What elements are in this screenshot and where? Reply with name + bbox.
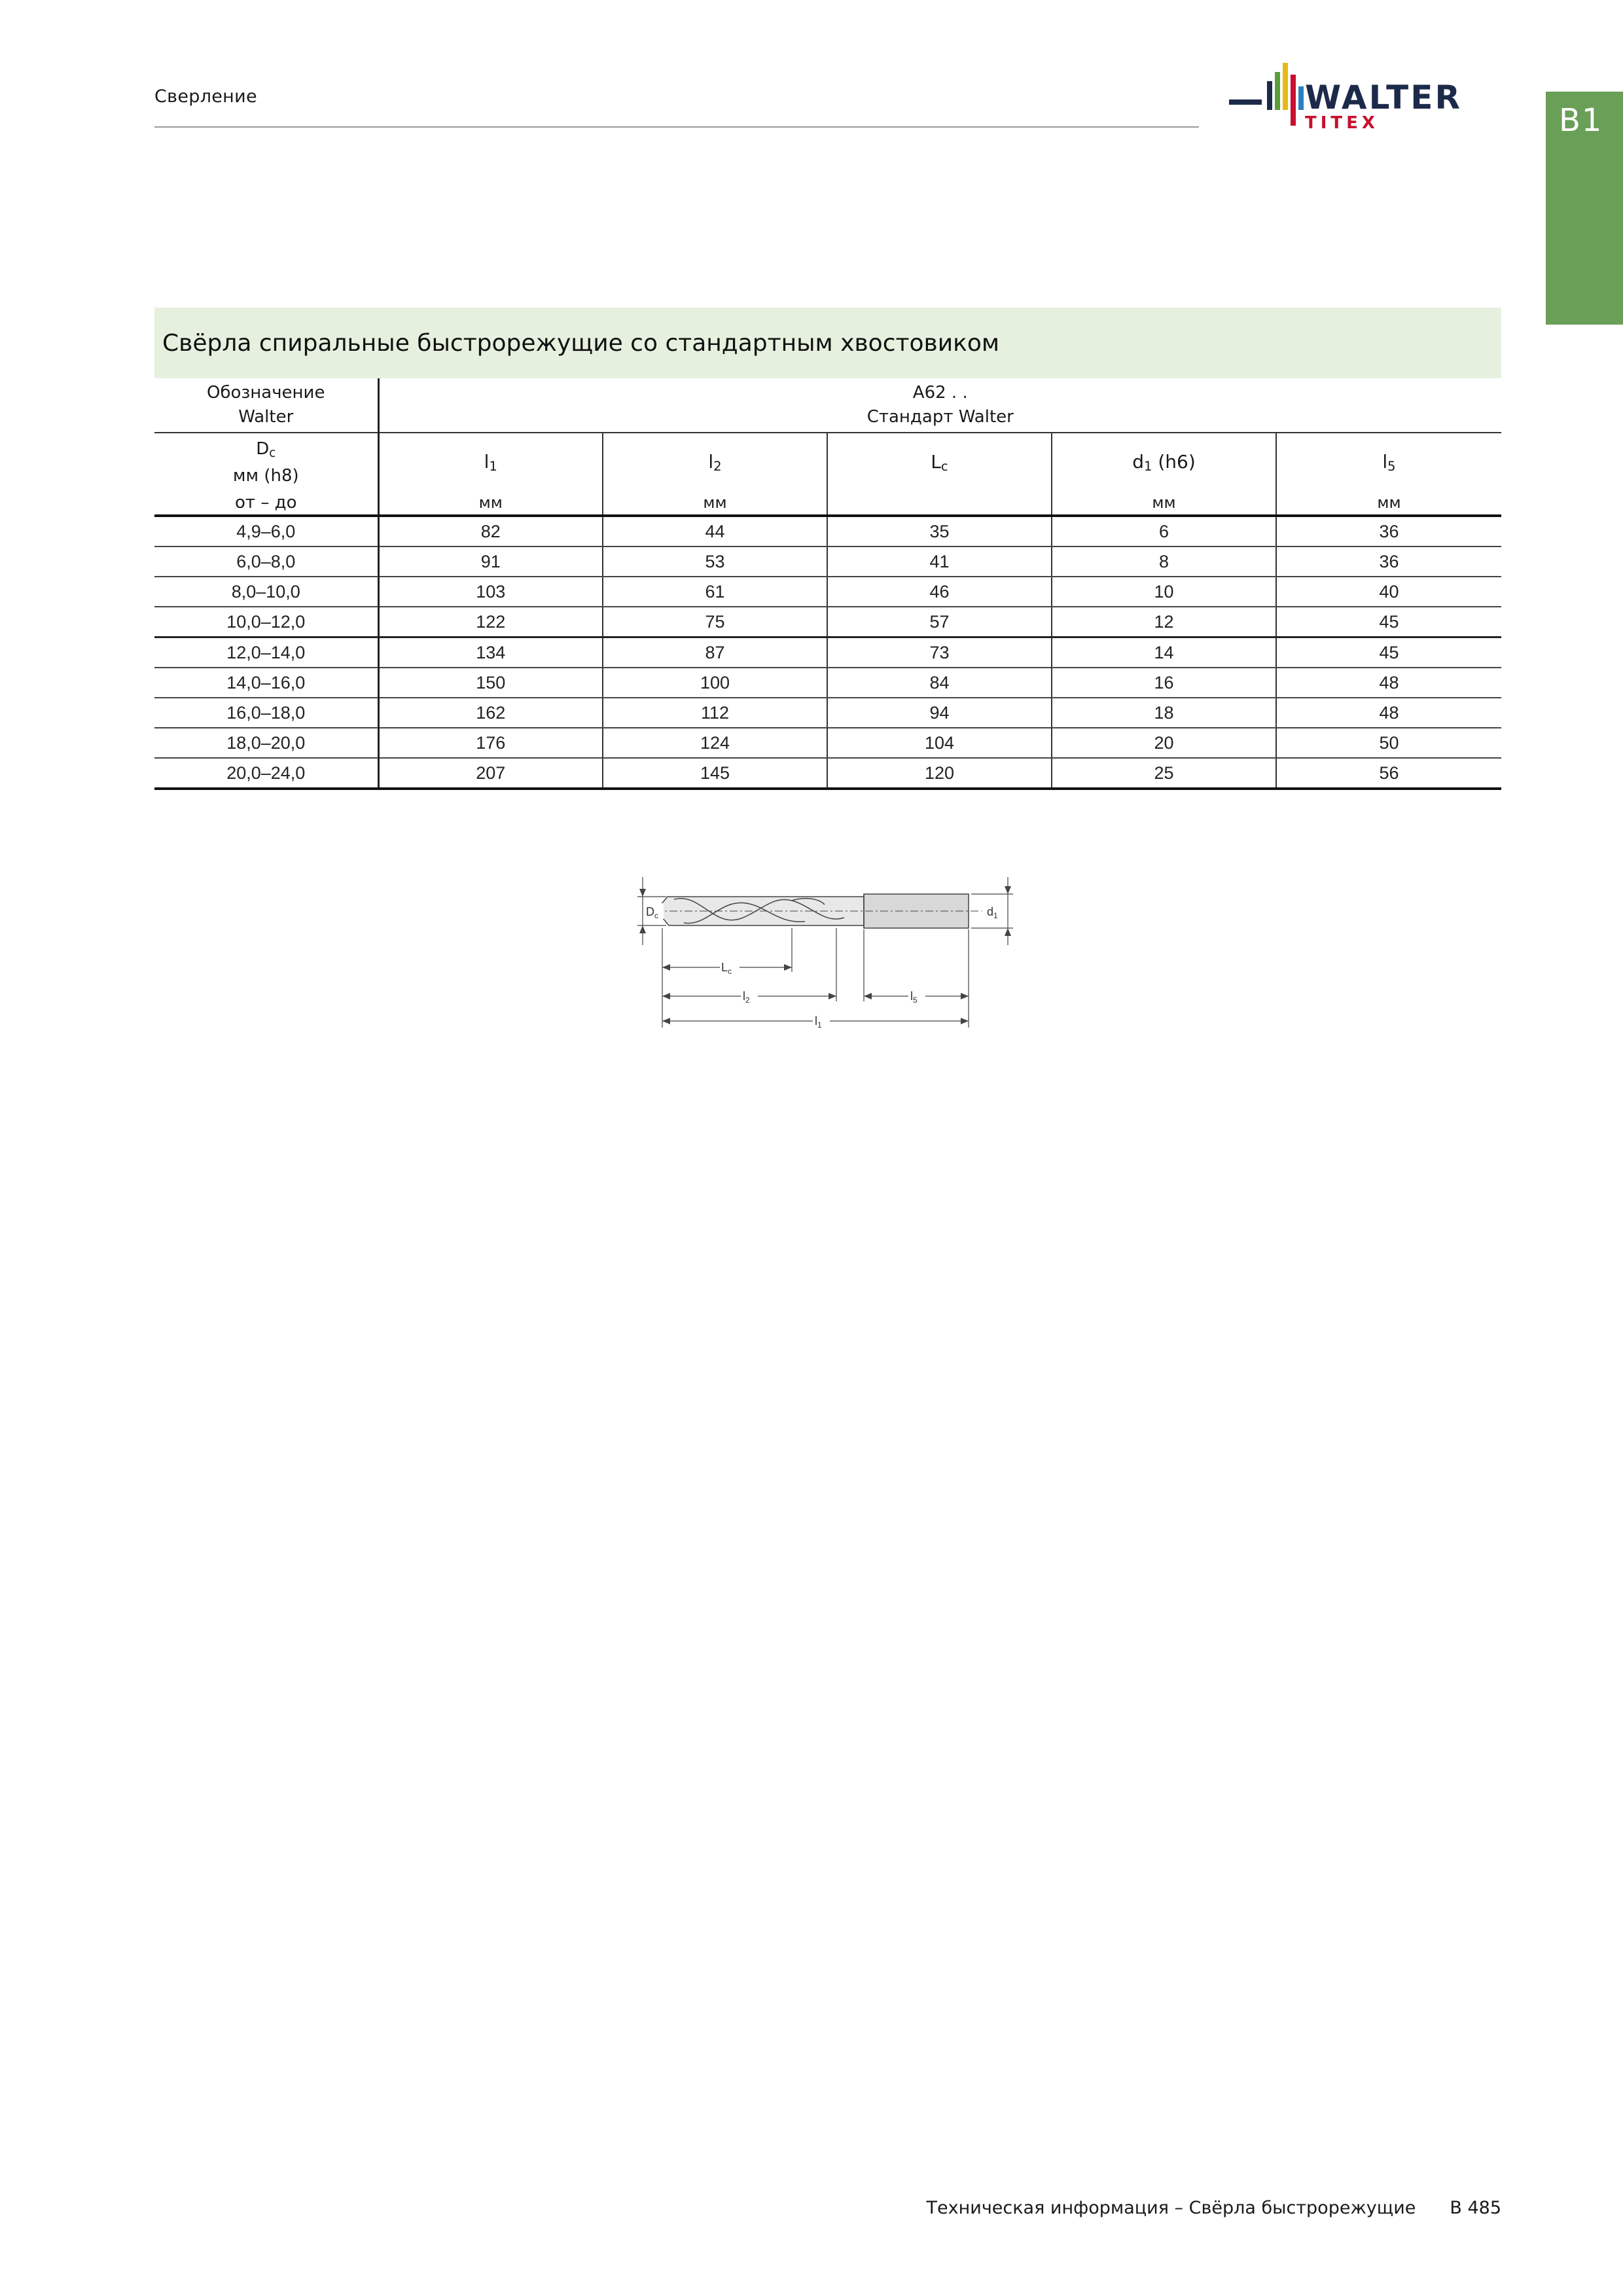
table-row xyxy=(154,516,1501,547)
table-row xyxy=(154,728,1501,758)
table-cell: 73 xyxy=(827,637,1052,668)
table-cell: 48 xyxy=(1276,698,1501,728)
dc-symbol: D xyxy=(256,439,270,459)
cell-diameter-range: 10,0–12,0 xyxy=(154,607,378,637)
label-l1: $l_1$ xyxy=(815,1014,822,1030)
table-cell: 40 xyxy=(1276,577,1501,607)
column-header-l1: $l_1$ xyxy=(378,433,603,491)
table-header-product xyxy=(154,378,1501,433)
column-header-d1: $d_1$ (h6) xyxy=(1052,433,1276,491)
product-code: A62 . . xyxy=(912,383,968,403)
walter-titex-logo xyxy=(1228,58,1503,136)
table-row xyxy=(154,758,1501,789)
table-cell: 8 xyxy=(1052,547,1276,577)
table-cell: 53 xyxy=(603,547,827,577)
table-header-columns xyxy=(154,433,1501,491)
table-cell: 176 xyxy=(378,728,603,758)
unit-lc xyxy=(827,491,1052,516)
page-title: Свёрла спиральные быстрорежущие со стандартным хвостовиком xyxy=(162,330,1000,357)
cell-diameter-range: 12,0–14,0 xyxy=(154,637,378,668)
product-standard: Стандарт Walter xyxy=(866,407,1014,427)
column-header-l2: $l_2$ xyxy=(603,433,827,491)
label-dc: $D_c$ xyxy=(646,905,658,920)
range-label: от – до xyxy=(154,491,378,516)
table-row xyxy=(154,607,1501,637)
table-cell: 6 xyxy=(1052,516,1276,547)
designation-label: Обозначение xyxy=(207,383,325,403)
label-lc: $L_c$ xyxy=(721,961,732,976)
table-cell: 45 xyxy=(1276,637,1501,668)
dimensions-table xyxy=(154,378,1501,790)
table-cell: 94 xyxy=(827,698,1052,728)
dc-header xyxy=(154,433,378,491)
section-tab xyxy=(1546,92,1623,325)
table-cell: 20 xyxy=(1052,728,1276,758)
footer-text: Техническая информация – Свёрла быстрорежущие xyxy=(926,2198,1416,2218)
cell-diameter-range: 14,0–16,0 xyxy=(154,668,378,698)
table-cell: 75 xyxy=(603,607,827,637)
table-row xyxy=(154,668,1501,698)
table-cell: 84 xyxy=(827,668,1052,698)
table-cell: 10 xyxy=(1052,577,1276,607)
section-tab-label: B1 xyxy=(1559,102,1603,139)
page-footer xyxy=(654,2198,1501,2218)
header-section-title: Сверление xyxy=(154,86,257,107)
table-cell: 82 xyxy=(378,516,603,547)
column-header-lc: $L_c$ xyxy=(827,433,1052,491)
table-cell: 45 xyxy=(1276,607,1501,637)
table-cell: 145 xyxy=(603,758,827,789)
svg-text:WALTER: WALTER xyxy=(1305,79,1462,117)
table-cell: 124 xyxy=(603,728,827,758)
table-row xyxy=(154,577,1501,607)
table-cell: 36 xyxy=(1276,516,1501,547)
table-cell: 16 xyxy=(1052,668,1276,698)
table-cell: 207 xyxy=(378,758,603,789)
unit-l2: мм xyxy=(603,491,827,516)
drill-dimension-drawing xyxy=(628,864,1021,1034)
table-cell: 14 xyxy=(1052,637,1276,668)
dc-unit: мм (h8) xyxy=(232,465,299,486)
page-number: B 485 xyxy=(1450,2198,1501,2218)
table-header-units xyxy=(154,491,1501,516)
table-cell: 41 xyxy=(827,547,1052,577)
cell-diameter-range: 18,0–20,0 xyxy=(154,728,378,758)
cell-diameter-range: 20,0–24,0 xyxy=(154,758,378,789)
header-rule xyxy=(154,126,1199,128)
table-cell: 46 xyxy=(827,577,1052,607)
table-cell: 48 xyxy=(1276,668,1501,698)
table-cell: 120 xyxy=(827,758,1052,789)
designation-brand: Walter xyxy=(238,407,294,427)
table-cell: 56 xyxy=(1276,758,1501,789)
label-d1: $d_1$ xyxy=(987,905,998,920)
table-cell: 162 xyxy=(378,698,603,728)
table-row xyxy=(154,547,1501,577)
table-body xyxy=(154,516,1501,789)
dc-subscript: c xyxy=(269,446,276,460)
title-band xyxy=(154,308,1501,378)
table-cell: 57 xyxy=(827,607,1052,637)
unit-l5: мм xyxy=(1276,491,1501,516)
column-header-l5: $l_5$ xyxy=(1276,433,1501,491)
table-cell: 35 xyxy=(827,516,1052,547)
designation-header xyxy=(154,378,378,433)
table-cell: 25 xyxy=(1052,758,1276,789)
product-header xyxy=(378,378,1501,433)
label-l5: $l_5$ xyxy=(910,990,918,1005)
table-cell: 112 xyxy=(603,698,827,728)
cell-diameter-range: 4,9–6,0 xyxy=(154,516,378,547)
table-cell: 36 xyxy=(1276,547,1501,577)
cell-diameter-range: 6,0–8,0 xyxy=(154,547,378,577)
table-cell: 50 xyxy=(1276,728,1501,758)
table-cell: 103 xyxy=(378,577,603,607)
table-cell: 100 xyxy=(603,668,827,698)
table-row xyxy=(154,698,1501,728)
table-cell: 44 xyxy=(603,516,827,547)
table-row xyxy=(154,637,1501,668)
unit-l1: мм xyxy=(378,491,603,516)
cell-diameter-range: 8,0–10,0 xyxy=(154,577,378,607)
unit-d1: мм xyxy=(1052,491,1276,516)
table-cell: 134 xyxy=(378,637,603,668)
table-cell: 18 xyxy=(1052,698,1276,728)
svg-text:TITEX: TITEX xyxy=(1305,113,1379,133)
table-cell: 12 xyxy=(1052,607,1276,637)
table-cell: 122 xyxy=(378,607,603,637)
table-cell: 87 xyxy=(603,637,827,668)
table-cell: 150 xyxy=(378,668,603,698)
table-cell: 91 xyxy=(378,547,603,577)
label-l2: $l_2$ xyxy=(743,990,750,1005)
table-cell: 61 xyxy=(603,577,827,607)
cell-diameter-range: 16,0–18,0 xyxy=(154,698,378,728)
table-cell: 104 xyxy=(827,728,1052,758)
